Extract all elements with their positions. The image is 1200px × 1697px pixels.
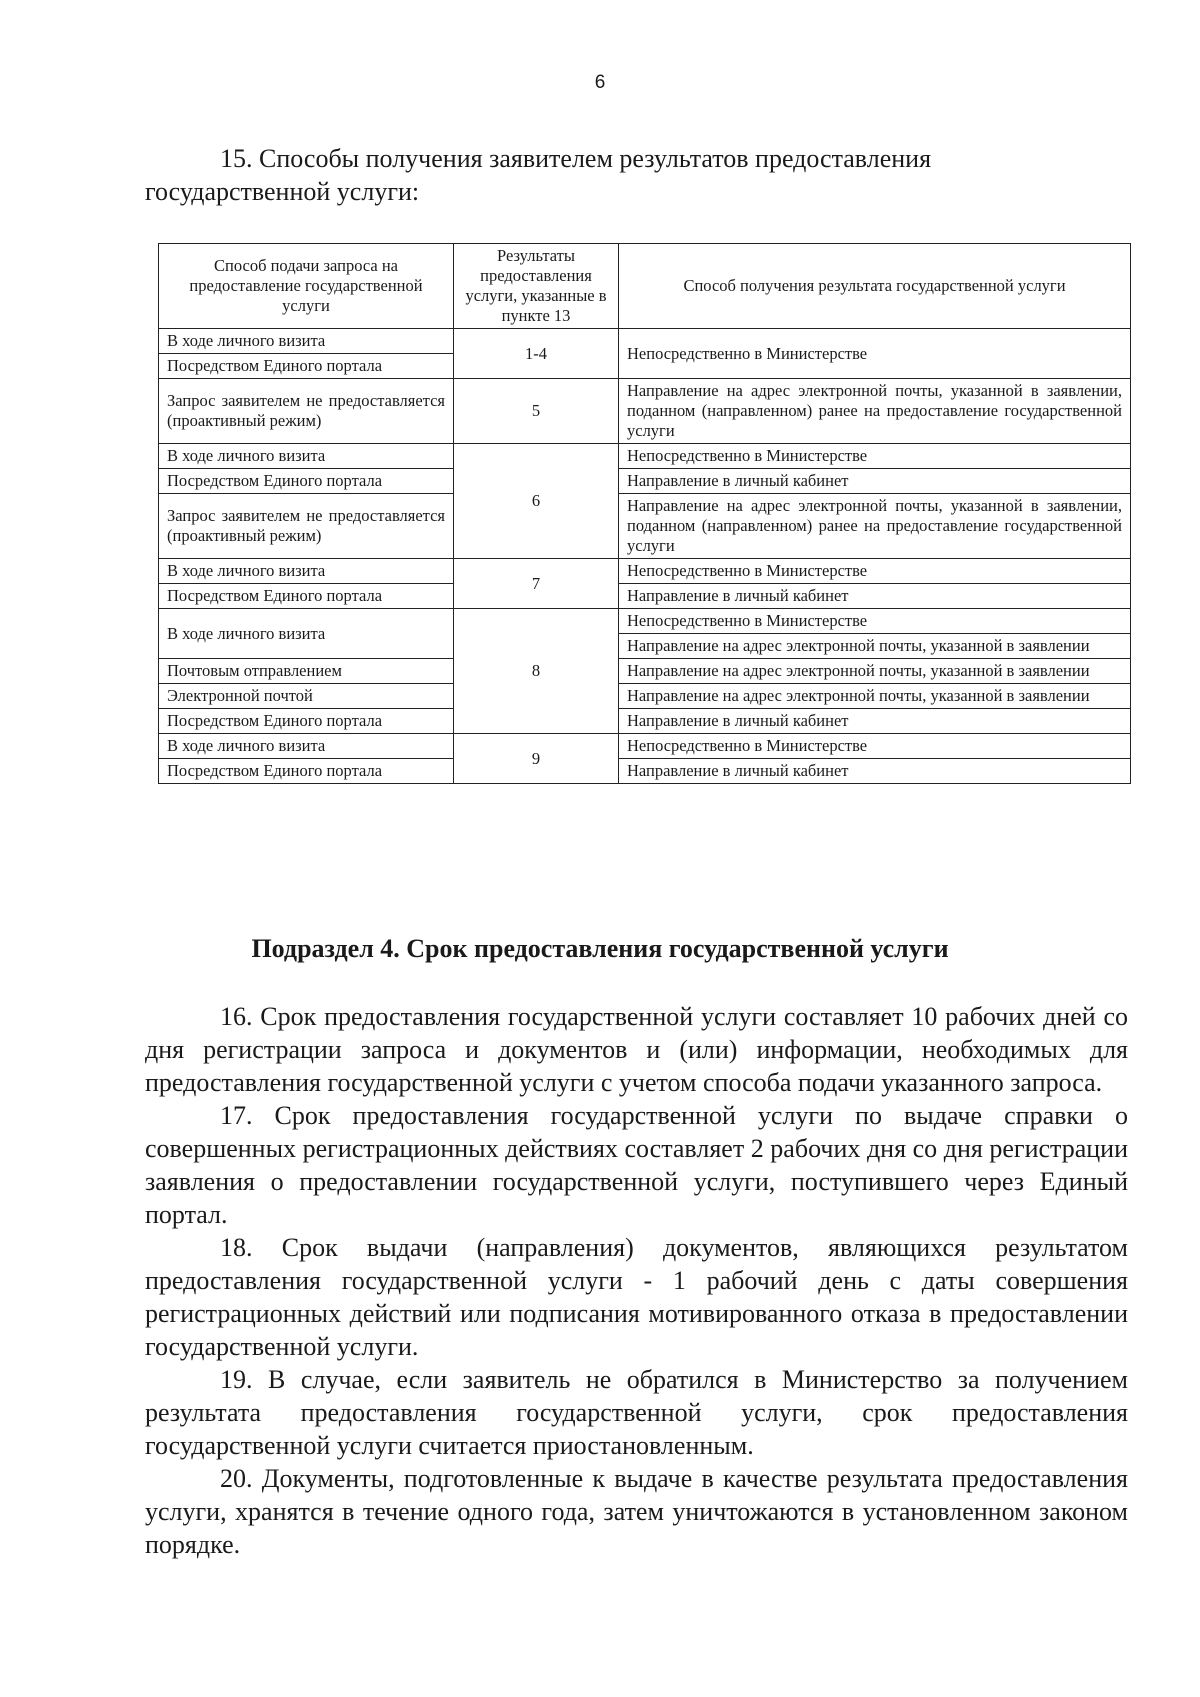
delivery-cell: Непосредственно в Министерстве — [619, 609, 1131, 634]
intro-paragraph — [145, 142, 1128, 208]
method-cell: В ходе личного визита — [159, 444, 454, 469]
table-row — [159, 494, 1131, 559]
delivery-cell: Направление в личный кабинет — [619, 759, 1131, 784]
delivery-cell: Непосредственно в Министерстве — [619, 559, 1131, 584]
table-row — [159, 444, 1131, 469]
table-row — [159, 734, 1131, 759]
delivery-cell: Направление на адрес электронной почты, указанной в заявлении, поданном (направленном) ранее на предоставление государственной услуги — [619, 379, 1131, 444]
result-cell: 5 — [454, 379, 619, 444]
table-row — [159, 469, 1131, 494]
method-cell: Посредством Единого портала — [159, 709, 454, 734]
paragraph-17: 17. Срок предоставления государственной услуги по выдаче справки о совершенных регистрационных действиях составляет 2 рабочих дня со дня регистрации заявления о предоставлении государственной услуги, поступившего через Единый портал. — [145, 1101, 1128, 1229]
result-cell: 9 — [454, 734, 619, 784]
section-paragraphs — [145, 1000, 1128, 1561]
method-cell: Посредством Единого портала — [159, 469, 454, 494]
delivery-cell: Направление на адрес электронной почты, указанной в заявлении, поданном (направленном) ранее на предоставление государственной услуги — [619, 494, 1131, 559]
table-row — [159, 329, 1131, 354]
delivery-cell: Непосредственно в Министерстве — [619, 444, 1131, 469]
intro-line-1: 15. Способы получения заявителем результатов предоставления — [220, 144, 932, 173]
delivery-cell: Направление в личный кабинет — [619, 584, 1131, 609]
table-row — [159, 684, 1131, 709]
table-row — [159, 584, 1131, 609]
section-heading: Подраздел 4. Срок предоставления государственной услуги — [251, 934, 949, 963]
paragraph-20: 20. Документы, подготовленные к выдаче в качестве результата предоставления услуги, хранятся в течение одного года, затем уничтожаются в установленном законом порядке. — [145, 1464, 1128, 1559]
table-row — [159, 379, 1131, 444]
table-row — [159, 609, 1131, 634]
delivery-cell: Направление в личный кабинет — [619, 469, 1131, 494]
method-cell: Посредством Единого портала — [159, 759, 454, 784]
method-cell: Запрос заявителем не предоставляется (проактивный режим) — [159, 494, 454, 559]
method-cell: В ходе личного визита — [159, 329, 454, 354]
paragraph-16: 16. Срок предоставления государственной услуги составляет 10 рабочих дней со дня регистрации запроса и документов и (или) информации, необходимых для предоставления государственной услуги с учетом способа подачи указанного запроса. — [145, 1002, 1128, 1097]
result-cell: 7 — [454, 559, 619, 609]
header-receipt-method: Способ получения результата государственной услуги — [619, 244, 1131, 329]
delivery-cell: Непосредственно в Министерстве — [619, 734, 1131, 759]
delivery-cell: Направление в личный кабинет — [619, 709, 1131, 734]
table-row — [159, 759, 1131, 784]
delivery-cell: Непосредственно в Министерстве — [619, 329, 1131, 379]
result-cell: 6 — [454, 444, 619, 559]
results-table — [158, 243, 1131, 784]
result-cell: 1-4 — [454, 329, 619, 379]
result-cell: 8 — [454, 609, 619, 734]
table-row — [159, 559, 1131, 584]
table-row — [159, 659, 1131, 684]
paragraph-18: 18. Срок выдачи (направления) документов, являющихся результатом предоставления государственной услуги - 1 рабочий день с даты совершения регистрационных действий или подписания мотивированного отказа в предоставлении государственной услуги. — [145, 1233, 1128, 1361]
method-cell: Запрос заявителем не предоставляется (проактивный режим) — [159, 379, 454, 444]
method-cell: В ходе личного визита — [159, 734, 454, 759]
page-number: 6 — [594, 72, 606, 93]
intro-line-2: государственной услуги: — [145, 177, 420, 206]
delivery-cell: Направление на адрес электронной почты, указанной в заявлении — [619, 659, 1131, 684]
method-cell: Посредством Единого портала — [159, 584, 454, 609]
paragraph-19: 19. В случае, если заявитель не обратился в Министерство за получением результата предоставления государственной услуги, срок предоставления государственной услуги считается приостановленным. — [145, 1365, 1128, 1460]
table-row — [159, 709, 1131, 734]
method-cell: Почтовым отправлением — [159, 659, 454, 684]
method-cell: В ходе личного визита — [159, 559, 454, 584]
delivery-cell: Направление на адрес электронной почты, указанной в заявлении — [619, 634, 1131, 659]
method-cell: Посредством Единого портала — [159, 354, 454, 379]
method-cell: В ходе личного визита — [159, 609, 454, 659]
header-results: Результаты предоставления услуги, указанные в пункте 13 — [454, 244, 619, 329]
table-header-row — [159, 244, 1131, 329]
method-cell: Электронной почтой — [159, 684, 454, 709]
header-submission-method: Способ подачи запроса на предоставление государственной услуги — [159, 244, 454, 329]
delivery-cell: Направление на адрес электронной почты, указанной в заявлении — [619, 684, 1131, 709]
